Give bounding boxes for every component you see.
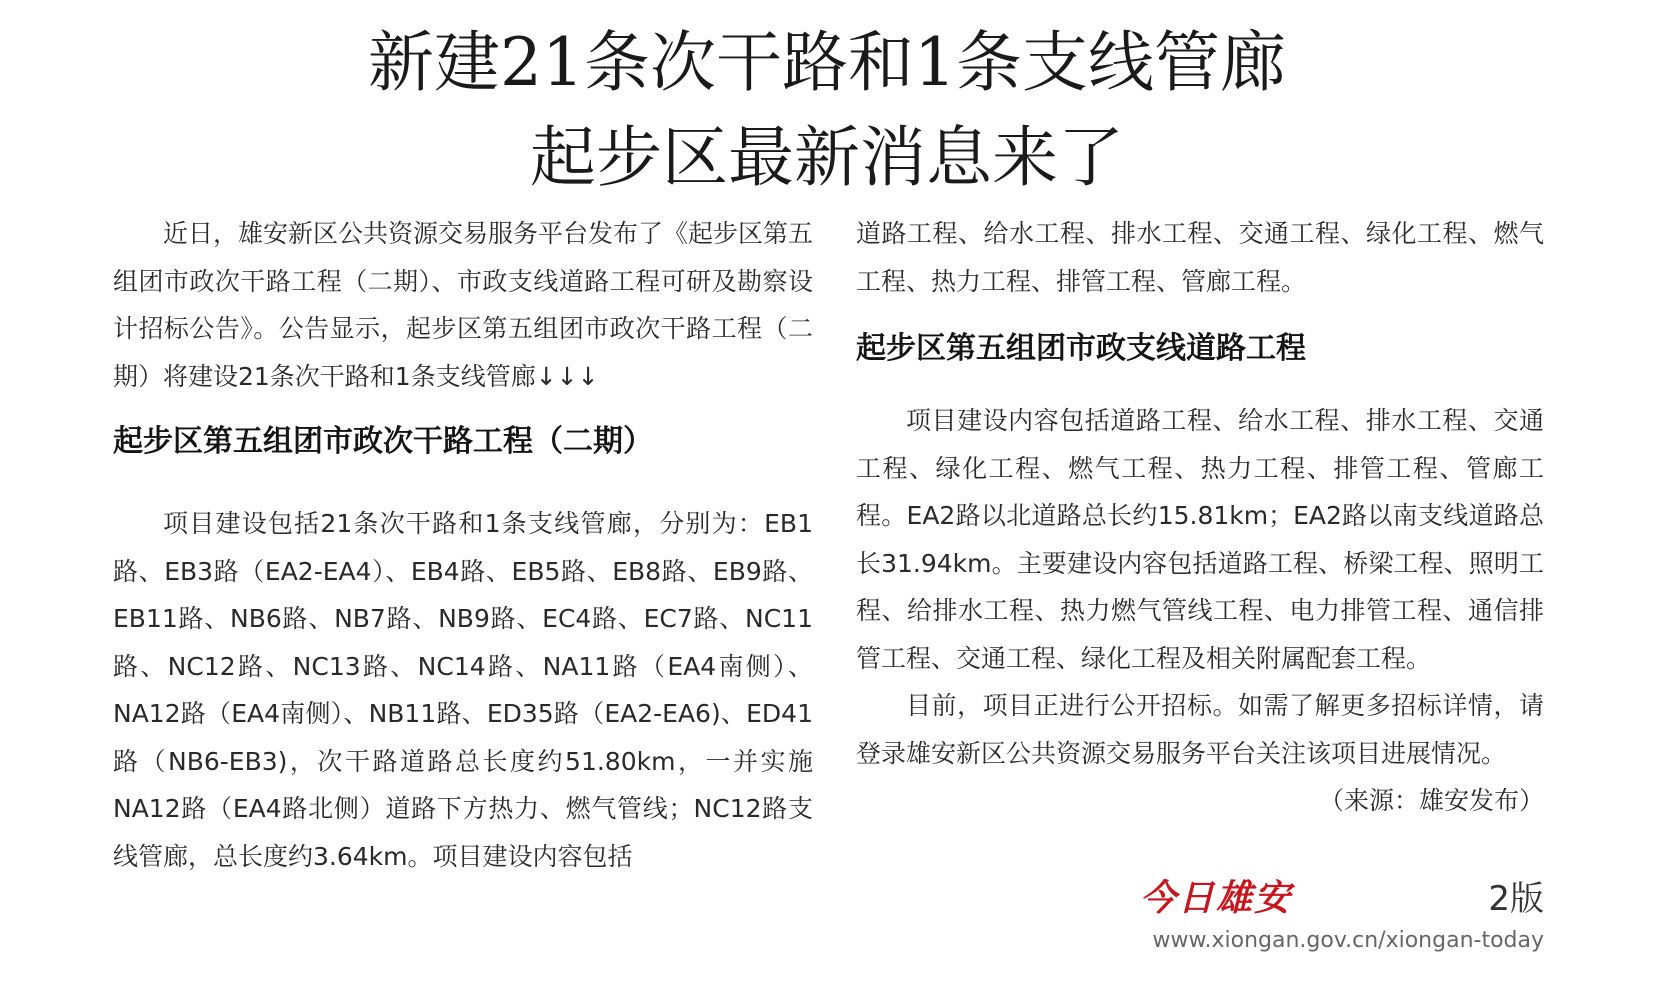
left-column bbox=[113, 210, 813, 880]
edition-number: 2版 bbox=[1488, 879, 1544, 919]
intro-paragraph: 近日，雄安新区公共资源交易服务平台发布了《起步区第五组团市政次干路工程（二期）、市政支线道路工程可研及勘察设计招标公告》。公告显示，起步区第五组团市政次干路工程（二期）将建设21条次干路和1条支线管廊↓↓↓ bbox=[113, 219, 814, 391]
secondary-roads-paragraph-continued: 道路工程、给水工程、排水工程、交通工程、绿化工程、燃气工程、热力工程、排管工程、管廊工程。 bbox=[856, 219, 1544, 296]
website-url: www.xiongan.gov.cn/xiongan-today bbox=[1152, 928, 1544, 953]
headline-line-1: 新建21条次干路和1条支线管廊 bbox=[368, 24, 1286, 101]
section-heading-secondary-roads: 起步区第五组团市政次干路工程（二期） bbox=[113, 424, 653, 459]
right-column bbox=[856, 210, 1544, 825]
source-credit: （来源：雄安发布） bbox=[1318, 786, 1544, 815]
section-heading-branch-roads: 起步区第五组团市政支线道路工程 bbox=[856, 331, 1306, 366]
secondary-roads-paragraph: 项目建设包括21条次干路和1条支线管廊，分别为：EB1路、EB3路（EA2-EA4）、EB4路、EB5路、EB8路、EB9路、EB11路、NB6路、NB7路、NB9路、EC4路、EC7路、NC11路、NC12路、NC13路、NC14路、NA11路（EA4南侧）、NA12路（EA4南侧）、NB11路、ED35路（EA2-EA6)、ED41路（NB6-EB3)，次干路道路总长度约51.80km，一并实施NA12路（EA4路北侧）道路下方热力、燃气管线；NC12路支线管廊，总长度约3.64km。项目建设内容包括 bbox=[113, 509, 813, 871]
xiongan-today-logo: 今日雄安 bbox=[1140, 877, 1293, 919]
closing-paragraph: 目前，项目正进行公开招标。如需了解更多招标详情，请登录雄安新区公共资源交易服务平台关注该项目进展情况。 bbox=[856, 691, 1544, 768]
branch-roads-paragraph: 项目建设内容包括道路工程、给水工程、排水工程、交通工程、绿化工程、燃气工程、热力工程、排管工程、管廊工程。EA2路以北道路总长约15.81km；EA2路以南支线道路总长31.94km。主要建设内容包括道路工程、桥梁工程、照明工程、给排水工程、热力燃气管线工程、电力排管工程、通信排管工程、交通工程、绿化工程及相关附属配套工程。 bbox=[856, 406, 1544, 673]
headline-line-2: 起步区最新消息来了 bbox=[530, 119, 1124, 196]
